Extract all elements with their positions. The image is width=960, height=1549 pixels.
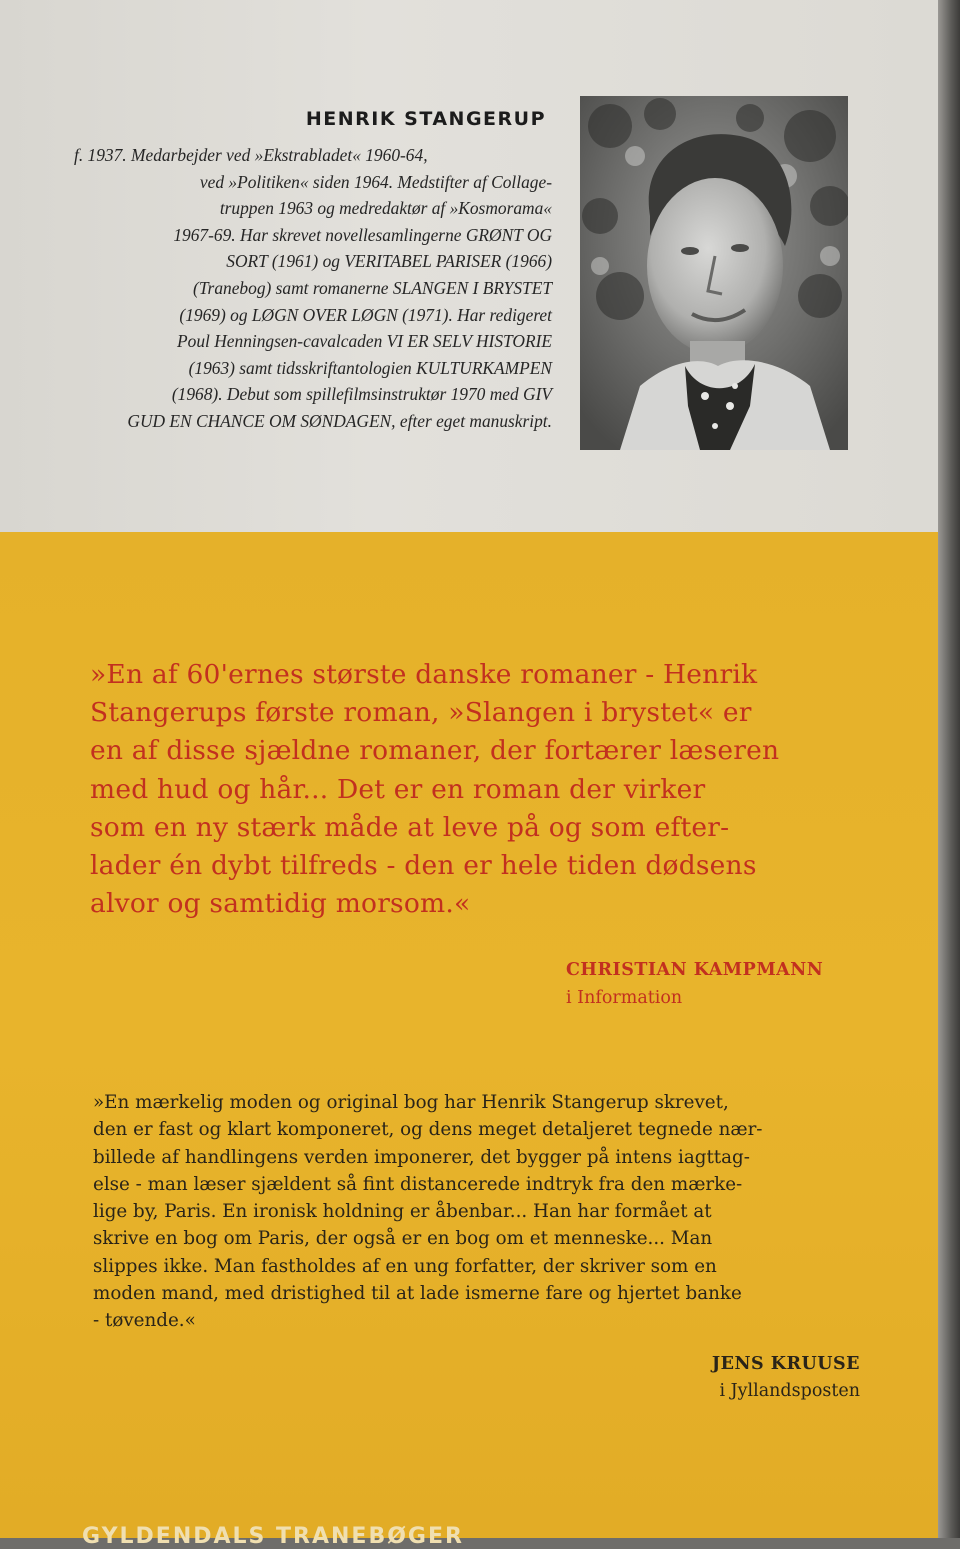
quote-line: skrive en bog om Paris, der også er en bog om et menneske... Man <box>93 1228 713 1250</box>
quote-line: moden mand, med dristighed til at lade ismerne fare og hjertet banke <box>93 1283 742 1305</box>
book-spine-shadow <box>938 0 960 1538</box>
quote-line: slippes ikke. Man fastholdes af en ung forfatter, der skriver som en <box>93 1255 717 1277</box>
quote-attribution-kruuse <box>600 1351 860 1405</box>
quote-line: lader én dybt tilfreds - den er hele tiden dødsens <box>90 850 757 882</box>
quote-attribution-kampmann <box>566 956 866 1012</box>
author-portrait-image <box>580 96 848 450</box>
bio-line: (1969) og LØGN OVER LØGN (1971). Har redigeret <box>179 304 552 325</box>
quote-line: »En mærkelig moden og original bog har Henrik Stangerup skrevet, <box>93 1092 729 1113</box>
bio-line: Poul Henningsen-cavalcaden VI ER SELV HISTORIE <box>177 331 552 352</box>
reviewer-name: CHRISTIAN KAMPMANN <box>566 960 824 980</box>
bio-line: GUD EN CHANCE OM SØNDAGEN, efter eget manuskript. <box>127 410 552 431</box>
bio-line: (Tranebog) samt romanerne SLANGEN I BRYSTET <box>193 277 552 298</box>
quote-line: billede af handlingens verden imponerer, det bygger på intens iagttag- <box>93 1146 750 1168</box>
review-quote-kampmann <box>90 656 860 923</box>
bio-line: 1967-69. Har skrevet novellesamlingerne GRØNT OG <box>173 224 552 245</box>
bio-line: f. 1937. Medarbejder ved »Ekstrabladet« 1960-64, <box>74 145 428 165</box>
bio-line: (1968). Debut som spillefilmsinstruktør 1970 med GIV <box>171 384 552 405</box>
quote-line: som en ny stærk måde at leve på og som efter- <box>90 811 730 843</box>
quote-line: med hud og hår... Det er en roman der virker <box>90 773 706 805</box>
publisher-imprint: GYLDENDALS TRANEBØGER <box>82 1524 464 1549</box>
quote-line: en af disse sjældne romaner, der fortærer læseren <box>90 735 780 767</box>
author-photo <box>580 96 848 450</box>
reviewer-name: JENS KRUUSE <box>711 1354 860 1374</box>
quote-line: »En af 60'ernes største danske romaner - Henrik <box>90 659 758 690</box>
bio-line: SORT (1961) og VERITABEL PARISER (1966) <box>226 251 552 272</box>
quote-line: alvor og samtidig morsom.« <box>90 888 471 920</box>
quote-line: else - man læser sjældent så fint distancerede indtryk fra den mærke- <box>93 1173 743 1195</box>
reviewer-publication: i Jyllandsposten <box>719 1381 860 1401</box>
quote-line: - tøvende.« <box>93 1310 196 1332</box>
review-quote-kruuse <box>93 1089 863 1335</box>
bio-line: ved »Politiken« siden 1964. Medstifter af Collage- <box>199 171 552 192</box>
bio-line: (1963) samt tidsskriftantologien KULTURKAMPEN <box>188 357 552 378</box>
author-bio <box>74 142 552 435</box>
bio-line: truppen 1963 og medredaktør af »Kosmorama« <box>219 198 552 219</box>
quote-line: lige by, Paris. En ironisk holdning er åbenbar... Han har formået at <box>93 1201 712 1223</box>
quote-line: Stangerups første roman, »Slangen i brystet« er <box>90 697 752 729</box>
author-name: HENRIK STANGERUP <box>305 108 546 130</box>
quote-line: den er fast og klart komponeret, og dens meget detaljeret tegnede nær- <box>93 1119 763 1141</box>
reviewer-publication: i Information <box>566 988 683 1008</box>
